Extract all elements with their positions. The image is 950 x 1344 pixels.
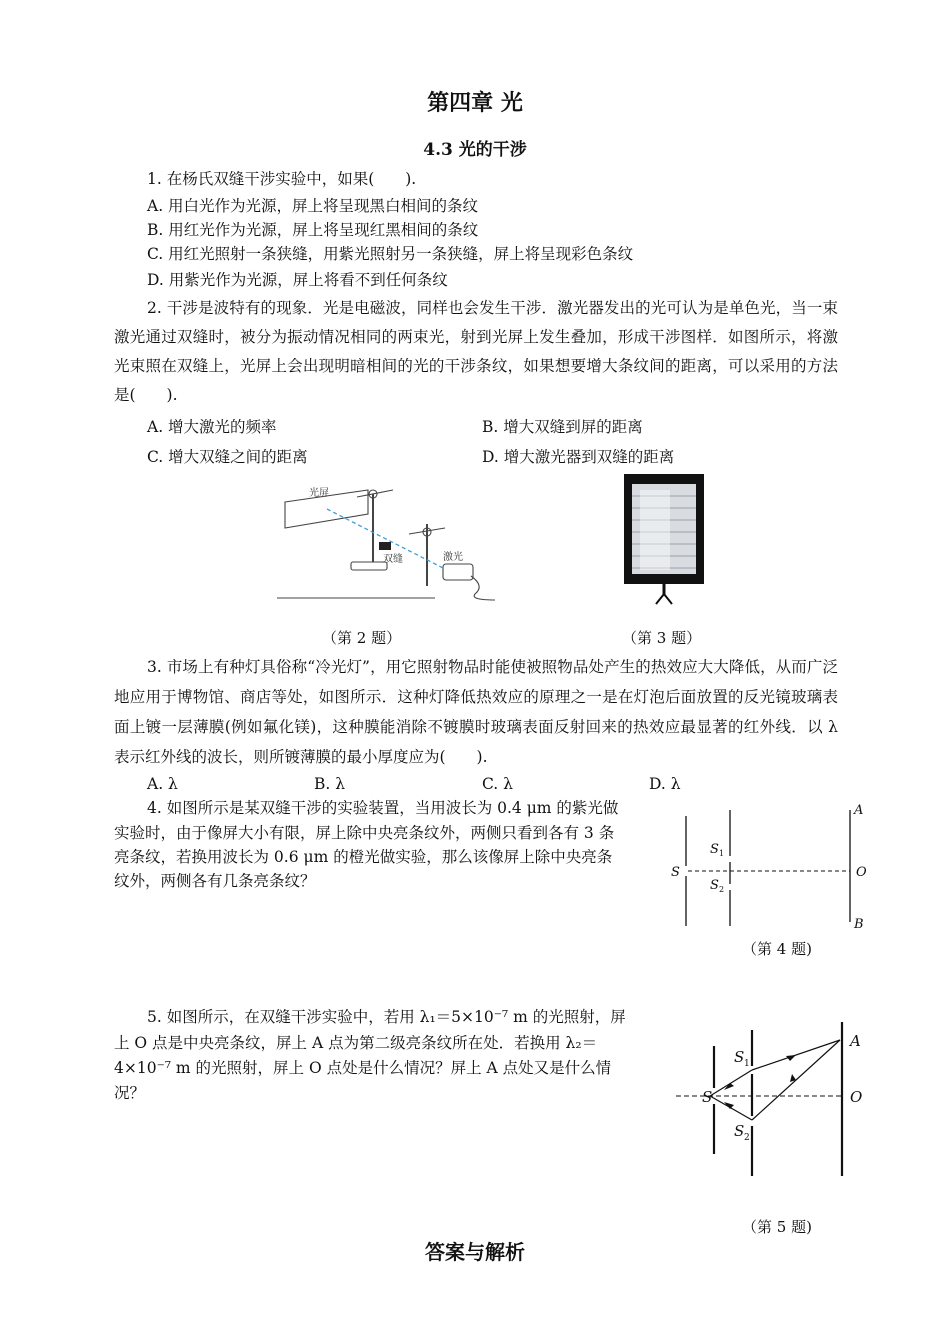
q3-option-a: A. λ: [147, 775, 178, 793]
q1-stem: 1. 在杨氏双缝干涉实验中，如果( ).: [147, 170, 417, 188]
q4-fig-sub1: 1: [719, 849, 725, 858]
q5-fig-a: A: [850, 1032, 861, 1050]
q5-fig-sub2: 2: [744, 1133, 750, 1143]
q4-line-2: 实验时，由于像屏大小有限，屏上除中央亮条纹外，两侧只看到各有 3 条: [114, 824, 615, 842]
answers-title: 答案与解析: [425, 1240, 525, 1264]
q5-fig-s2: S: [734, 1122, 745, 1140]
section-title: 4.3 光的干涉: [423, 140, 527, 160]
q4-fig-a: A: [854, 803, 864, 818]
q3-option-b: B. λ: [314, 775, 346, 793]
q2-option-d: D. 增大激光器到双缝的距离: [482, 448, 675, 466]
q2-option-b: B. 增大双缝到屏的距离: [482, 418, 643, 436]
q2-fig-screen-label: 光屏: [309, 488, 329, 499]
q4-caption: （第 4 题): [742, 940, 812, 958]
q5-line-2: 上 O 点是中央亮条纹，屏上 A 点为第二级亮条纹所在处．若换用 λ₂＝: [114, 1034, 598, 1052]
q1-option-b: B. 用红光作为光源，屏上将呈现红黑相间的条纹: [147, 221, 479, 239]
q2-fig-slit-label: 双缝: [383, 554, 403, 565]
q2-fig-laser-label: 激光: [443, 552, 463, 563]
q4-line-4: 纹外，两侧各有几条亮条纹？: [114, 872, 316, 890]
q1-option-a: A. 用白光作为光源，屏上将呈现黑白相间的条纹: [147, 197, 479, 215]
q4-line-3: 亮条纹，若换用波长为 0.6 μm 的橙光做实验，那么该像屏上除中央亮条: [114, 848, 613, 866]
q1-option-c: C. 用红光照射一条狭缝，用紫光照射另一条狭缝，屏上将呈现彩色条纹: [147, 245, 634, 263]
q4-fig-s2: S: [710, 878, 719, 893]
q5-fig-sub1: 1: [744, 1059, 750, 1069]
q3-option-d: D. λ: [649, 775, 681, 793]
q4-fig-s1: S: [710, 842, 719, 857]
q1-option-d: D. 用紫光作为光源，屏上将看不到任何条纹: [147, 271, 448, 289]
q5-line-4: 况？: [114, 1084, 146, 1102]
q2-caption: （第 2 题）: [322, 629, 402, 647]
q4-fig-o: O: [856, 865, 867, 880]
q3-option-c: C. λ: [482, 775, 513, 793]
q5-fig-s1: S: [734, 1048, 745, 1066]
q5-caption: （第 5 题): [742, 1218, 812, 1236]
q4-line-1: 4. 如图所示是某双缝干涉的实验装置，当用波长为 0.4 μm 的紫光做: [147, 799, 619, 817]
q5-figure: [672, 1016, 882, 1184]
q5-fig-o: O: [850, 1088, 863, 1106]
q2-figure: [275, 476, 505, 604]
q3-caption: （第 3 题）: [622, 629, 702, 647]
q4-fig-b: B: [854, 917, 864, 932]
q3-figure: [620, 470, 710, 610]
q5-line-1: 5. 如图所示，在双缝干涉实验中，若用 λ₁＝5×10⁻⁷ m 的光照射，屏: [147, 1008, 626, 1026]
chapter-title: 第四章 光: [427, 90, 523, 116]
q2-stem: 2. 干涉是波特有的现象．光是电磁波，同样也会发生干涉．激光器发出的光可认为是单色光，当一束激光通过双缝时，被分为振动情况相同的两束光，射到光屏上发生叠加，形成干涉图样．如图所示，将激光束照在双缝上，光屏上会出现明暗相间的光的干涉条纹，如果想要增大条纹间的距离，可以采用的方法是( ).: [114, 299, 838, 404]
q5-fig-s: S: [702, 1088, 713, 1106]
q4-figure: [664, 798, 874, 938]
q5-line-3: 4×10⁻⁷ m 的光照射，屏上 O 点处是什么情况？屏上 A 点处又是什么情: [114, 1059, 612, 1077]
q2-option-c: C. 增大双缝之间的距离: [147, 448, 308, 466]
q2-option-a: A. 增大激光的频率: [147, 418, 277, 436]
q3-stem: 3. 市场上有种灯具俗称“冷光灯”，用它照射物品时能使被照物品处产生的热效应大大降低，从而广泛地应用于博物馆、商店等处，如图所示．这种灯降低热效应的原理之一是在灯泡后面放置的反光镜玻璃表面上镀一层薄膜(例如氟化镁)，这种膜能消除不镀膜时玻璃表面反射回来的热效应最显著的红外线．以 λ 表示红外线的波长，则所镀薄膜的最小厚度应为( ).: [114, 658, 838, 766]
q4-fig-sub2: 2: [719, 885, 725, 894]
q4-fig-s: S: [671, 865, 680, 880]
